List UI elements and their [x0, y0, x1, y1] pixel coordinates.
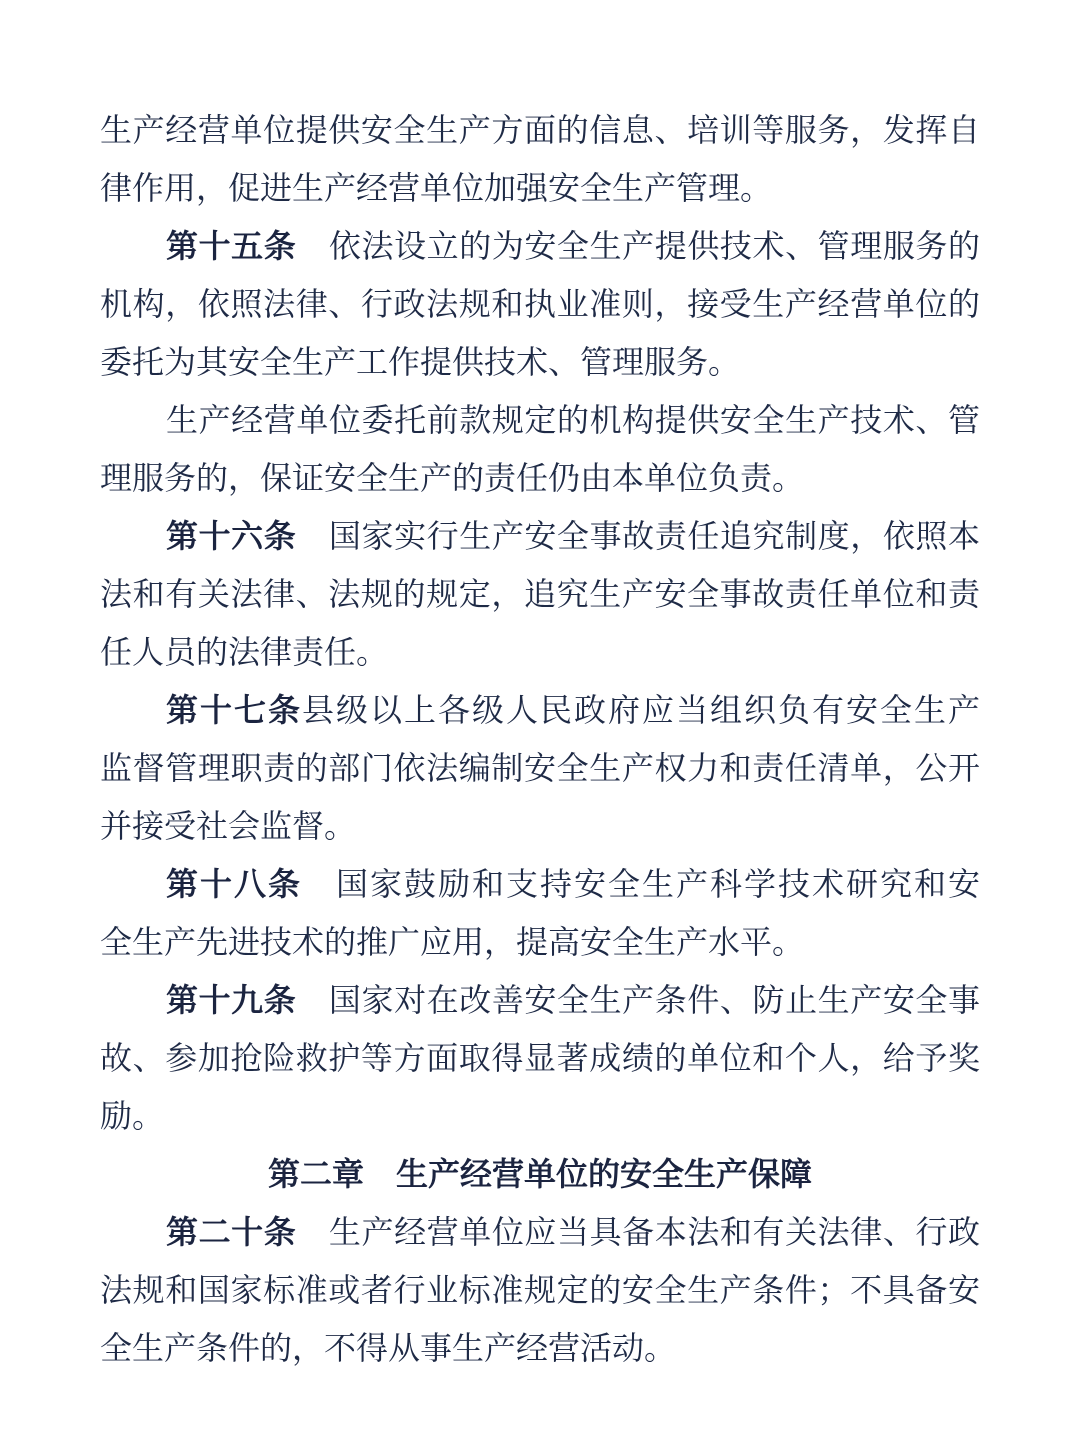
- text-line: [100, 1203, 980, 1261]
- text-line: [100, 159, 980, 217]
- text-run: 监督管理职责的部门依法编制安全生产权力和责任清单，公开: [100, 750, 980, 786]
- text-run: 故、参加抢险救护等方面取得显著成绩的单位和个人，给予奖: [100, 1040, 980, 1076]
- text-line: [100, 913, 980, 971]
- text-line: [100, 971, 980, 1029]
- article-number: 第十七条: [166, 692, 302, 728]
- text-run: 县级以上各级人民政府应当组织负有安全生产: [302, 692, 980, 728]
- text-line: [100, 391, 980, 449]
- text-line: [100, 1261, 980, 1319]
- article-number: 第十五条: [166, 228, 297, 264]
- text-line: [100, 449, 980, 507]
- text-run: 机构，依照法律、行政法规和执业准则，接受生产经营单位的: [100, 286, 980, 322]
- article-number: 第十八条: [166, 866, 302, 902]
- text-line: [100, 855, 980, 913]
- text-line: [100, 1319, 980, 1377]
- text-run: 国家对在改善安全生产条件、防止生产安全事: [296, 982, 980, 1018]
- text-line: [100, 565, 980, 623]
- text-line: [100, 333, 980, 391]
- text-run: 全生产先进技术的推广应用，提高安全生产水平。: [100, 924, 805, 960]
- text-run: 励。: [100, 1098, 165, 1134]
- text-line: [100, 623, 980, 681]
- text-run: 国家实行生产安全事故责任追究制度，依照本: [296, 518, 980, 554]
- document-body: [100, 101, 980, 1377]
- article-number: 第十九条: [166, 982, 297, 1018]
- article-number: 第十六条: [166, 518, 297, 554]
- text-run: 生产经营单位提供安全生产方面的信息、培训等服务，发挥自: [100, 112, 980, 148]
- text-run: 理服务的，保证安全生产的责任仍由本单位负责。: [100, 460, 805, 496]
- text-line: [100, 681, 980, 739]
- text-line: [100, 739, 980, 797]
- text-line: [100, 507, 980, 565]
- text-line: [100, 101, 980, 159]
- text-run: 依法设立的为安全生产提供技术、管理服务的: [296, 228, 980, 264]
- text-line: [100, 275, 980, 333]
- article-number: 第二章 生产经营单位的安全生产保障: [267, 1156, 812, 1192]
- text-run: 国家鼓励和支持安全生产科学技术研究和安: [302, 866, 980, 902]
- article-number: 第二十条: [166, 1214, 297, 1250]
- text-run: 委托为其安全生产工作提供技术、管理服务。: [100, 344, 741, 380]
- text-run: 全生产条件的，不得从事生产经营活动。: [100, 1330, 677, 1366]
- text-line: [100, 1029, 980, 1087]
- text-run: 生产经营单位委托前款规定的机构提供安全生产技术、管: [166, 402, 980, 438]
- text-run: 任人员的法律责任。: [100, 634, 389, 670]
- text-run: 法和有关法律、法规的规定，追究生产安全事故责任单位和责: [100, 576, 980, 612]
- text-run: 生产经营单位应当具备本法和有关法律、行政: [296, 1214, 980, 1250]
- text-line: [100, 1087, 980, 1145]
- text-line: [100, 797, 980, 855]
- chapter-heading: [100, 1145, 980, 1203]
- text-run: 法规和国家标准或者行业标准规定的安全生产条件；不具备安: [100, 1272, 980, 1308]
- text-line: [100, 217, 980, 275]
- text-run: 律作用，促进生产经营单位加强安全生产管理。: [100, 170, 773, 206]
- text-run: 并接受社会监督。: [100, 808, 357, 844]
